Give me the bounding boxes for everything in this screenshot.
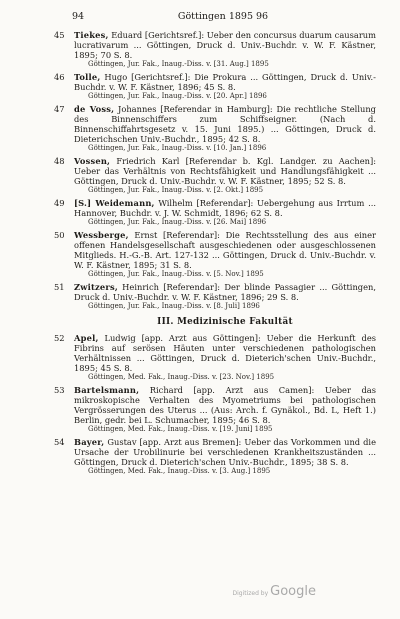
entries-list — [54, 30, 376, 479]
bibliography-entry — [54, 437, 376, 476]
entry-dissertation-note: Göttingen, Jur. Fak., Inaug.-Diss. v. [10. Jan.] 1896 — [88, 144, 267, 152]
bibliography-entry — [54, 230, 376, 279]
page-number: 94 — [72, 11, 85, 22]
bibliography-entry — [54, 282, 376, 311]
bibliography-entry — [54, 72, 376, 101]
entry-text: Johannes [Referendar in Hamburg]: Die rechtliche Stellung des Binnenschiffers zum Schiffseigner. (Nach d. Binnenschiffahrtsgesetz v. 15. Juni 1895.) ... Göttingen, Druck d. Dieterichschen Univ.-Buchdr., 1895; 42 S. 8. — [74, 104, 376, 144]
author-name: Zwitzers, — [74, 282, 118, 292]
author-name: Vossen, — [74, 156, 111, 166]
entry-number: 47 — [54, 104, 65, 114]
bibliography-entry — [54, 198, 376, 227]
entry-text: Ludwig [app. Arzt aus Göttingen]: Ueber die Herkunft des Fibrins auf serösen Häuten unter verschiedenen pathologischen Verhältnissen ... Göttingen, Druck d. Dieterich'schen Univ.-Buchdr., 1895; 45 S. 8. — [74, 333, 376, 373]
entry-number: 45 — [54, 30, 65, 40]
entry-text: Friedrich Karl [Referendar b. Kgl. Landger. zu Aachen]: Ueber das Verhältnis von Rechtsfähigkeit und Handlungsfähigkeit ... Göttingen, Druck d. Univ.-Buchdr. v. W. F. Kästner, 1895; 52 S. 8. — [74, 156, 376, 186]
entry-number: 52 — [54, 333, 65, 343]
entry-dissertation-note: Göttingen, Med. Fak., Inaug.-Diss. v. [19. Juni] 1895 — [88, 425, 273, 433]
entry-text: Heinrich [Referendar]: Der blinde Passagier ... Göttingen, Druck d. Univ.-Buchdr. v. W. F. Kästner, 1896; 29 S. 8. — [74, 282, 376, 302]
running-title: Göttingen 1895 96 — [177, 11, 269, 22]
bibliography-entry — [54, 104, 376, 153]
entry-dissertation-note: Göttingen, Jur. Fak., Inaug.-Diss. v. [5. Nov.] 1895 — [88, 270, 264, 278]
bibliography-entry — [54, 333, 376, 382]
entry-dissertation-note: Göttingen, Jur. Fak., Inaug.-Diss. v. [31. Aug.] 1895 — [88, 60, 269, 68]
entry-number: 54 — [54, 437, 65, 447]
entry-text: Eduard [Gerichtsref.]: Ueber den concursus duarum causarum lucrativarum ... Göttingen, Druck d. Univ.-Buchdr. v. W. F. Kästner, 1895; 70 S. 8. — [74, 30, 376, 60]
entry-dissertation-note: Göttingen, Med. Fak., Inaug.-Diss. v. [3. Aug.] 1895 — [88, 467, 271, 475]
author-name: Apel, — [74, 333, 99, 343]
author-name: Tolle, — [74, 72, 101, 82]
entry-text: Hugo [Gerichtsref.]: Die Prokura ... Göttingen, Druck d. Univ.-Buchdr. v. W. F. Kästner, 1896; 45 S. 8. — [74, 72, 376, 92]
watermark-logo-text: Google — [270, 584, 316, 599]
entry-text: Ernst [Referendar]: Die Rechtsstellung des aus einer offenen Handelsgesellschaft ausgeschiedenen oder ausgeschlossenen Mitglieds. H.-G.-B. Art. 127-132 ... Göttingen, Druck d. Univ.-Buchdr. v. W. F. Kästner, 1895; 31 S. 8. — [74, 230, 376, 270]
entry-number: 51 — [54, 282, 65, 292]
entry-number: 53 — [54, 385, 65, 395]
page-header — [72, 11, 374, 25]
bibliography-entry — [54, 30, 376, 69]
entry-dissertation-note: Göttingen, Jur. Fak., Inaug.-Diss. v. [2. Okt.] 1895 — [88, 186, 264, 194]
entry-dissertation-note: Göttingen, Jur. Fak., Inaug.-Diss. v. [8. Juli] 1896 — [88, 302, 260, 310]
entry-dissertation-note: Göttingen, Jur. Fak., Inaug.-Diss. v. [26. Mai] 1896 — [88, 218, 267, 226]
author-name: de Voss, — [74, 104, 115, 114]
entry-number: 46 — [54, 72, 65, 82]
entry-dissertation-note: Göttingen, Jur. Fak., Inaug.-Diss. v. [20. Apr.] 1896 — [88, 92, 267, 100]
entry-text: Gustav [app. Arzt aus Bremen]: Ueber das Vorkommen und die Ursache der Urobilinurie bei verschiedenen Krankheitszuständen ... Göttingen, Druck d. Dieterich'schen Univ.-Buchdr., 1895; 38 S. 8. — [74, 437, 376, 467]
bibliography-entry — [54, 385, 376, 434]
author-name: Bayer, — [74, 437, 105, 447]
entry-number: 50 — [54, 230, 65, 240]
section-heading: III. Medizinische Fakultät — [157, 317, 293, 327]
entry-dissertation-note: Göttingen, Med. Fak., Inaug.-Diss. v. [23. Nov.] 1895 — [88, 373, 275, 381]
author-name: Wessberge, — [74, 230, 129, 240]
watermark-small-text: Digitized by — [232, 590, 269, 597]
author-name: Tiekes, — [74, 30, 109, 40]
entry-text: Richard [app. Arzt aus Camen]: Ueber das mikroskopische Verhalten des Myometriums bei pathologischen Vergrösserungen des Uterus ... (Aus: Arch. f. Gynäkol., Bd. L, Heft 1.) Berlin, gedr. bei L. Schumacher, 1895; 46 S. 8. — [74, 385, 376, 425]
entry-number: 48 — [54, 156, 65, 166]
entry-number: 49 — [54, 198, 65, 208]
bibliography-entry — [54, 156, 376, 195]
digitized-watermark — [232, 584, 316, 599]
author-name: [S.] Weidemann, — [74, 198, 155, 208]
entry-text: Wilhelm [Referendar]: Uebergehung aus Irrtum ... Hannover, Buchdr. v. J. W. Schmidt, 1896; 62 S. 8. — [74, 198, 376, 218]
author-name: Bartelsmann, — [74, 385, 140, 395]
